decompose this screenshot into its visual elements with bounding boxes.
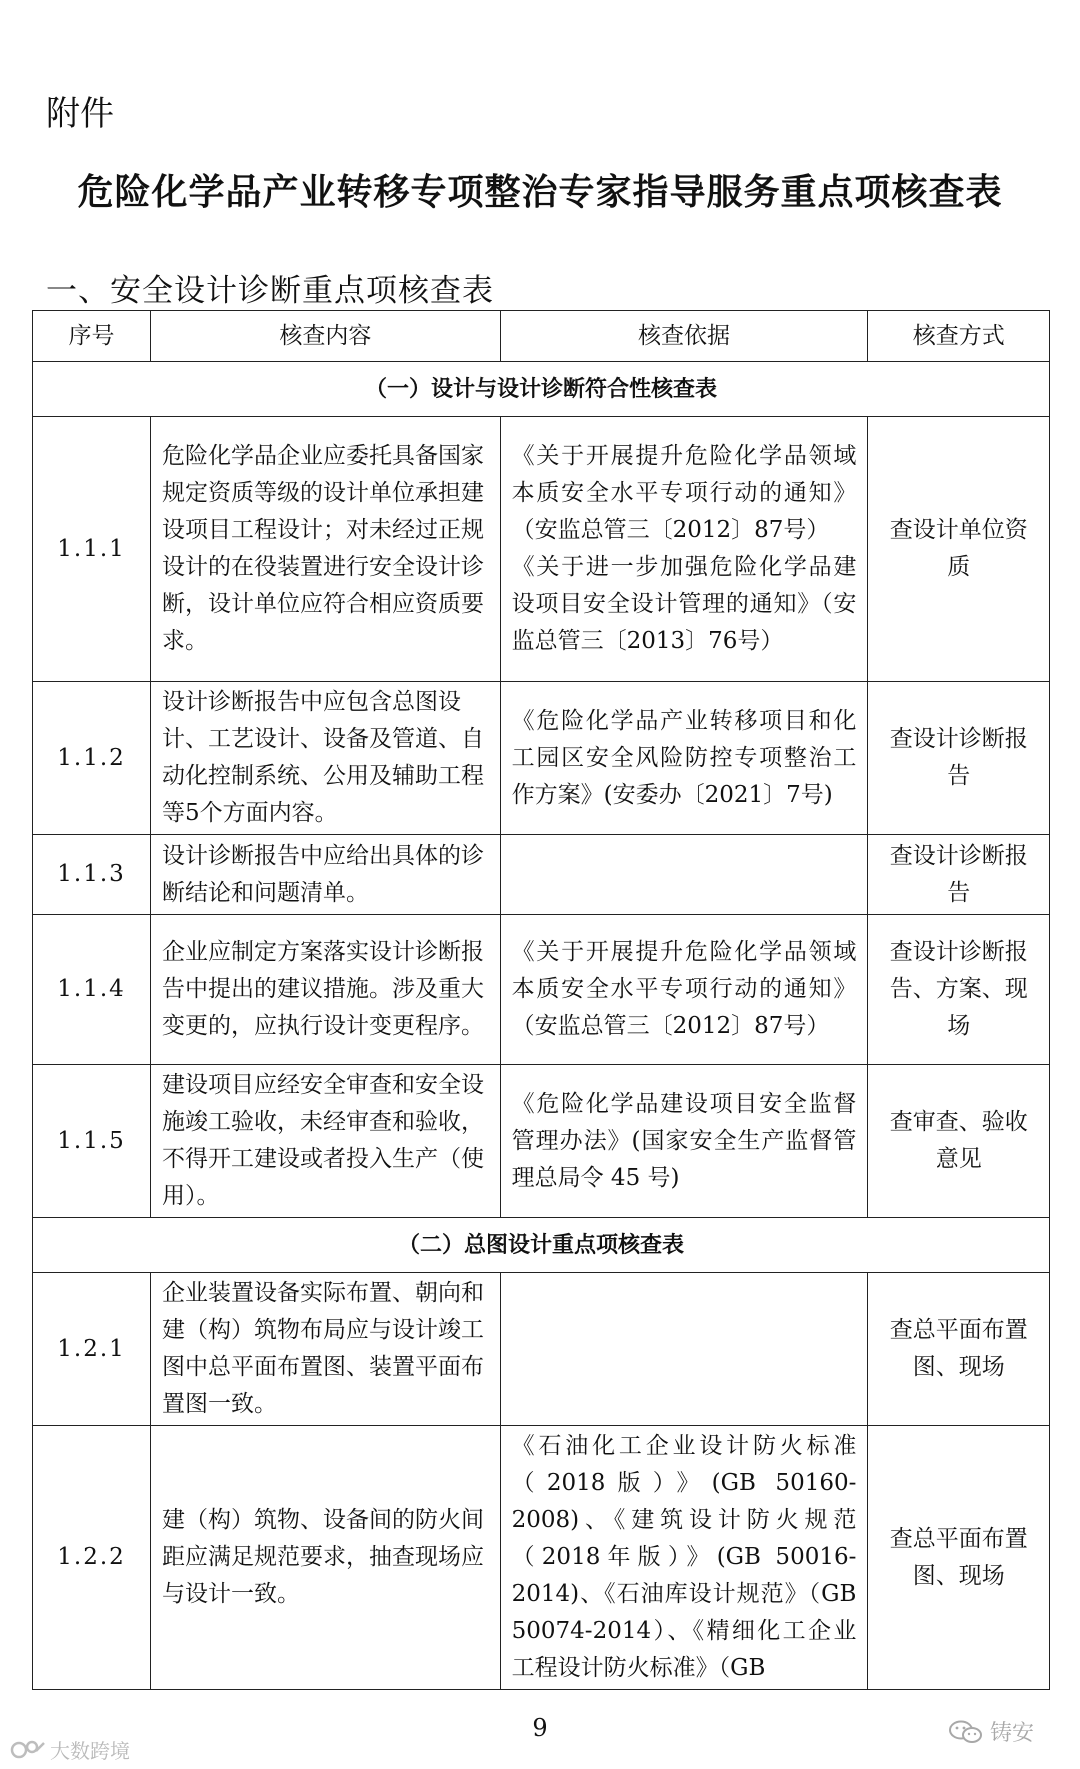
logo-icon [10,1737,46,1763]
row-no: 1.1.3 [33,835,151,915]
row-method: 查总平面布置图、现场 [868,1426,1050,1690]
row-method: 查设计诊断报告 [868,682,1050,835]
section-heading: 一、安全设计诊断重点项核查表 [46,273,494,309]
check-table [32,310,1050,1690]
page-number: 9 [532,1714,548,1742]
table-row [33,915,1050,1065]
row-no: 1.2.1 [33,1273,151,1426]
header-basis: 核查依据 [500,311,868,362]
row-content: 建（构）筑物、设备间的防火间距应满足规范要求，抽查现场应与设计一致。 [151,1426,501,1690]
row-content: 建设项目应经安全审查和安全设施竣工验收，未经审查和验收，不得开工建设或者投入生产（使用）。 [151,1065,501,1218]
header-content: 核查内容 [151,311,501,362]
row-method: 查总平面布置图、现场 [868,1273,1050,1426]
row-method: 查审查、验收意见 [868,1065,1050,1218]
row-basis: 《危险化学品产业转移项目和化工园区安全风险防控专项整治工作方案》(安委办〔2021〕7号) [500,682,868,835]
table-row [33,682,1050,835]
group-row [33,1218,1050,1273]
table-row [33,1273,1050,1426]
watermark-right [948,1716,1034,1747]
row-method: 查设计单位资质 [868,417,1050,682]
wechat-icon [948,1719,984,1745]
row-basis: 《关于开展提升危险化学品领域本质安全水平专项行动的通知》（安监总管三〔2012〕87号） [500,915,868,1065]
row-no: 1.1.2 [33,682,151,835]
group-row [33,362,1050,417]
row-basis: 《关于开展提升危险化学品领域本质安全水平专项行动的通知》（安监总管三〔2012〕87号） 《关于进一步加强危险化学品建设项目安全设计管理的通知》（安监总管三〔2013〕76号） [500,417,868,682]
group-title: （二）总图设计重点项核查表 [33,1218,1050,1273]
row-basis [500,1273,868,1426]
row-basis [500,835,868,915]
header-no: 序号 [33,311,151,362]
row-no: 1.2.2 [33,1426,151,1690]
row-content: 企业装置设备实际布置、朝向和建（构）筑物布局应与设计竣工图中总平面布置图、装置平面布置图一致。 [151,1273,501,1426]
document-title: 危险化学品产业转移专项整治专家指导服务重点项核查表 [77,172,1003,213]
row-content: 企业应制定方案落实设计诊断报告中提出的建议措施。涉及重大变更的，应执行设计变更程序。 [151,915,501,1065]
group-title: （一）设计与设计诊断符合性核查表 [33,362,1050,417]
watermark-left [10,1735,130,1764]
row-method: 查设计诊断报告、方案、现场 [868,915,1050,1065]
row-content: 设计诊断报告中应包含总图设计、工艺设计、设备及管道、自动化控制系统、公用及辅助工程等5个方面内容。 [151,682,501,835]
row-content: 设计诊断报告中应给出具体的诊断结论和问题清单。 [151,835,501,915]
row-basis: 《石油化工企业设计防火标准（2018版）》(GB 50160-2008)、《建筑设计防火规范（2018年版）》(GB 50016-2014)、《石油库设计规范》（GB 50074-2014）、《精细化工企业工程设计防火标准》（GB [500,1426,868,1690]
watermark-right-text: 铸安 [990,1721,1035,1746]
table-row [33,417,1050,682]
row-no: 1.1.1 [33,417,151,682]
table-row [33,1065,1050,1218]
table-row [33,835,1050,915]
watermark-left-text: 大数跨境 [50,1739,130,1763]
header-method: 核查方式 [868,311,1050,362]
table-row [33,1426,1050,1690]
table-header-row [33,311,1050,362]
row-no: 1.1.5 [33,1065,151,1218]
attachment-label: 附件 [46,94,114,134]
row-no: 1.1.4 [33,915,151,1065]
row-content: 危险化学品企业应委托具备国家规定资质等级的设计单位承担建设项目工程设计；对未经过正规设计的在役装置进行安全设计诊断，设计单位应符合相应资质要求。 [151,417,501,682]
row-method: 查设计诊断报告 [868,835,1050,915]
row-basis: 《危险化学品建设项目安全监督管理办法》(国家安全生产监督管理总局令 45 号) [500,1065,868,1218]
